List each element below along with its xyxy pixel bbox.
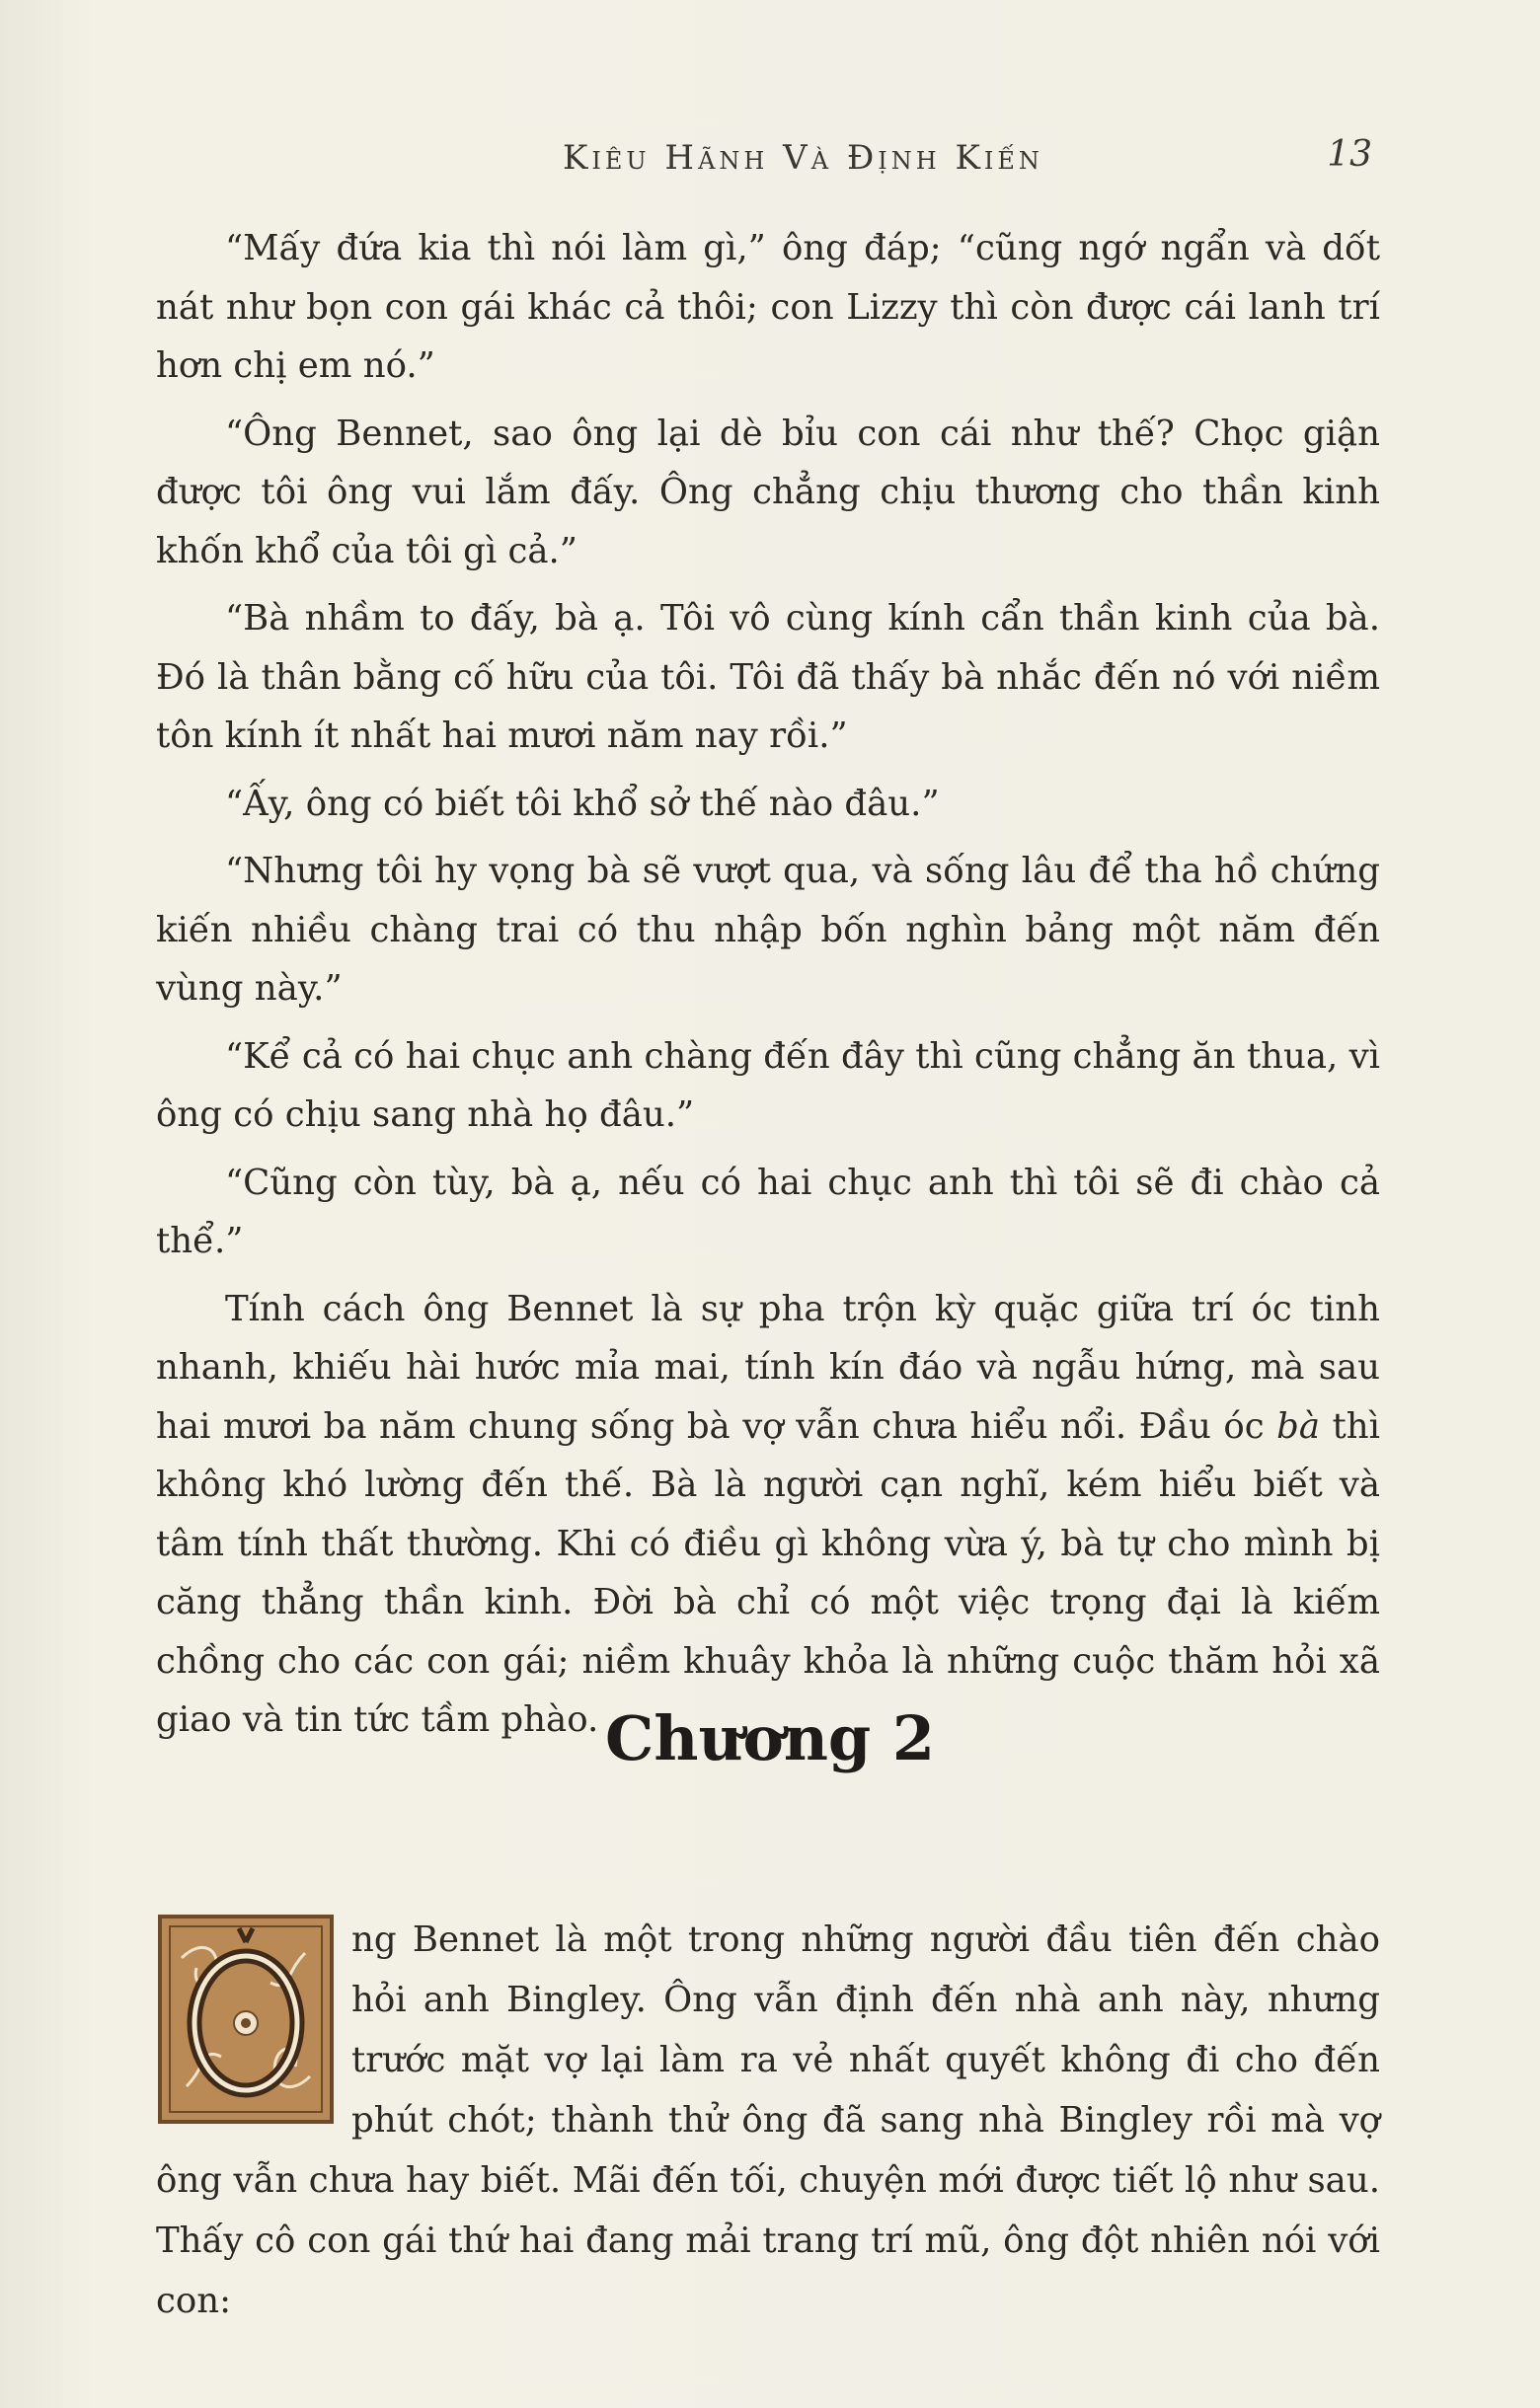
paragraph: “Cũng còn tùy, bà ạ, nếu có hai chục anh thì tôi sẽ đi chào cả thể.” <box>156 1162 1380 1261</box>
narration-text: thì không khó lường đến thế. Bà là người cạn nghĩ, kém hiểu biết và tâm tính thất thường. Khi có điều gì không vừa ý, bà tự cho mình bị căng thẳng thần kinh. Đời bà chỉ có một việc trọng đại là kiếm chồng cho các con gái; niềm khuây khỏa là những cuộc thăm hỏi xã giao và tin tức tầm phào. <box>156 1405 1380 1740</box>
chapter-title: Chương 2 <box>604 1702 935 1774</box>
narration-paragraph <box>156 1280 1380 1750</box>
running-title: Kiêu Hãnh Và Định Kiến <box>563 138 1043 178</box>
paragraph: “Ấy, ông có biết tôi khổ sở thế nào đâu.” <box>225 783 940 824</box>
page-number: 13 <box>1327 134 1372 175</box>
paragraph: “Bà nhầm to đấy, bà ạ. Tôi vô cùng kính cẩn thần kinh của bà. Đó là thân bằng cố hữu của tôi. Tôi đã thấy bà nhắc đến nó với niềm tôn kính ít nhất hai mươi năm nay rồi.” <box>156 598 1380 756</box>
drop-cap-spacer <box>156 1910 351 2139</box>
chapter-paragraph: ng Bennet là một trong những người đầu tiên đến chào hỏi anh Bingley. Ông vẫn định đến nhà anh này, nhưng trước mặt vợ lại làm ra vẻ nhất quyết không đi cho đến phút chót; thành thử ông đã sang nhà Bingley rồi mà vợ ông vẫn chưa hay biết. Mãi đến tối, chuyện mới được tiết lộ như sau. Thấy cô con gái thứ hai đang mải trang trí mũ, ông đột nhiên nói với con: <box>156 1919 1380 2321</box>
body-text <box>156 219 1380 1759</box>
paragraph: “Mấy đứa kia thì nói làm gì,” ông đáp; “cũng ngớ ngẩn và dốt nát như bọn con gái khác cả thôi; con Lizzy thì còn được cái lanh trí hơn chị em nó.” <box>156 228 1380 386</box>
paragraph: “Kể cả có hai chục anh chàng đến đây thì cũng chẳng ăn thua, vì ông có chịu sang nhà họ đâu.” <box>156 1035 1380 1135</box>
paragraph: “Ông Bennet, sao ông lại dè bỉu con cái như thế? Chọc giận được tôi ông vui lắm đấy. Ông chẳng chịu thương cho thần kinh khốn khổ của tôi gì cả.” <box>156 413 1380 571</box>
chapter-opening <box>156 1910 1380 2331</box>
italic-word: bà <box>1276 1405 1321 1447</box>
narration-text: Tính cách ông Bennet là sự pha trộn kỳ quặc giữa trí óc tinh nhanh, khiếu hài hước mỉa mai, tính kín đáo và ngẫu hứng, mà sau hai mươi ba năm chung sống bà vợ vẫn chưa hiểu nổi. Đầu óc <box>156 1288 1380 1447</box>
paragraph: “Nhưng tôi hy vọng bà sẽ vượt qua, và sống lâu để tha hồ chứng kiến nhiều chàng trai có thu nhập bốn nghìn bảng một năm đến vùng này.” <box>156 851 1380 1009</box>
running-header <box>563 130 1372 189</box>
